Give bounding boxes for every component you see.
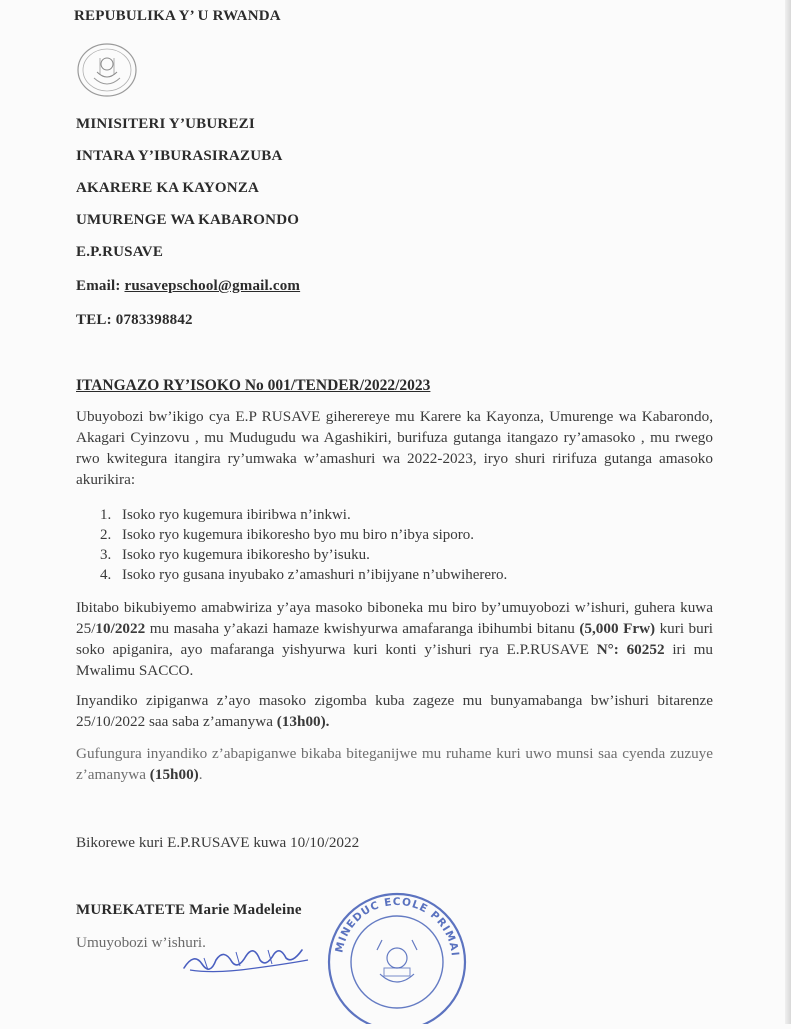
email-label: Email:	[76, 278, 121, 294]
svg-text:MINEDUC ECOLE PRIMAIRE RUSAVE: MINEDUC ECOLE PRIMAI	[333, 895, 461, 958]
telephone-line: TEL: 0783398842	[76, 312, 193, 328]
list-item: 2. Isoko ryo kugemura ibikoresho byo mu biro n’ibya siporo.	[100, 527, 475, 543]
signatory-role: Umuyobozi w’ishuri.	[76, 934, 206, 951]
signatory-name: MUREKATETE Marie Madeleine	[76, 902, 302, 918]
documents-paragraph: Ibitabo bikubiyemo amabwiriza y’aya masoko biboneka mu biro by’umuyobozi w’ishuri, guhera kuwa 25/10/2022 mu masaha y’akazi hamaze kwishyurwa amafaranga ibihumbi bitanu (5,000 Frw) kuri buri soko apiganira, ayo mafaranga yishyurwa kuri konti y’ishuri rya E.P.RUSAVE N°: 60252 iri mu Mwalimu SACCO.	[76, 599, 713, 679]
intro-paragraph: Ubuyobozi bw’ikigo cya E.P RUSAVE giherereye mu Karere ka Kayonza, Umurenge wa Kabarondo, Akagari Cyinzovu , mu Mudugudu wa Agashikiri, burifuza gutanga itangazo ry’amasoko , mu rwego rwo kwitegura itangira ry’umwaka w’amashuri wa 2022-2023, iryo shuri ririfuza gutanga amasoko akurikira:	[76, 408, 713, 488]
province-heading: INTARA Y’IBURASIRAZUBA	[76, 148, 283, 164]
email-line	[76, 278, 300, 295]
page-edge-shadow	[785, 0, 791, 1024]
opening-paragraph: Gufungura inyandiko z’abapiganwe bikaba biteganijwe mu ruhame kuri uwo munsi saa cyenda zuzuye z’amanywa (15h00).	[76, 745, 713, 783]
list-item: 4. Isoko ryo gusana inyubako z’amashuri n’ibijyane n’ubwiherero.	[100, 567, 508, 583]
notice-title: ITANGAZO RY’ISOKO No 001/TENDER/2022/2023	[76, 377, 431, 394]
list-item: 3. Isoko ryo kugemura ibikoresho by’isuku.	[100, 547, 370, 563]
email-link[interactable]: rusavepschool@gmail.com	[124, 278, 301, 294]
submission-deadline-paragraph: Inyandiko zipiganwa z’ayo masoko zigomba kuba zageze mu bunyamabanga bw’ishuri bitarenze 25/10/2022 saa saba z’amanywa (13h00).	[76, 692, 713, 730]
handwritten-signature	[176, 930, 316, 980]
tender-items-list	[100, 505, 660, 585]
sector-heading: UMURENGE WA KABARONDO	[76, 212, 300, 228]
list-item: 1. Isoko ryo kugemura ibiribwa n’inkwi.	[100, 507, 351, 523]
official-school-stamp	[322, 880, 472, 1024]
rwanda-coat-of-arms-emblem	[76, 42, 138, 98]
ministry-heading: MINISITERI Y’UBUREZI	[76, 116, 255, 132]
district-heading: AKARERE KA KAYONZA	[76, 180, 260, 196]
country-heading: REPUBULIKA Y’ U RWANDA	[74, 8, 281, 24]
school-heading: E.P.RUSAVE	[76, 244, 164, 260]
date-line: Bikorewe kuri E.P.RUSAVE kuwa 10/10/2022	[76, 834, 360, 851]
